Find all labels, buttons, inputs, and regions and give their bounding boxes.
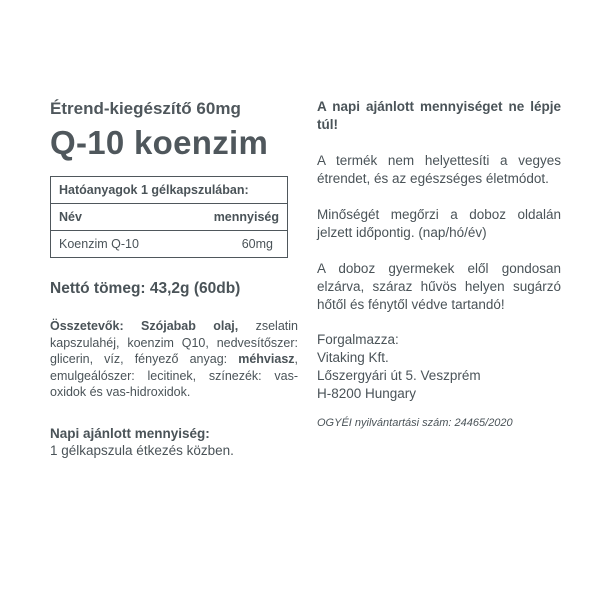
expiry-note: Minőségét megőrzi a doboz oldalán jelzett időpontig. (nap/hó/év) bbox=[317, 207, 561, 240]
distributor-label: Forgalmazza: bbox=[317, 332, 399, 347]
composition-beeswax: méhviasz bbox=[238, 352, 295, 366]
daily-dose-value: 1 gélkapszula étkezés közben. bbox=[50, 442, 234, 458]
net-weight: Nettó tömeg: 43,2g (60db) bbox=[50, 280, 241, 297]
storage-note: A doboz gyermekek elől gondosan elzárva, száraz hűvös helyen sugárzó hőtől és fénytől védve tartandó! bbox=[317, 261, 561, 312]
composition-allergen-soy: Szójabab olaj, bbox=[141, 319, 239, 333]
ingredient-name: Koenzim Q-10 bbox=[59, 237, 139, 251]
composition-text bbox=[50, 318, 298, 401]
ingredients-table-header-row bbox=[51, 204, 287, 231]
distributor-block bbox=[317, 331, 561, 403]
column-header-name: Név bbox=[59, 210, 82, 224]
diet-note: A termék nem helyettesíti a vegyes étrendet, és az egészséges életmódot. bbox=[317, 153, 561, 186]
ingredient-amount: 60mg bbox=[241, 237, 273, 251]
table-row bbox=[51, 231, 287, 257]
product-title: Q-10 koenzim bbox=[50, 124, 269, 161]
ingredients-table bbox=[50, 176, 288, 258]
distributor-name: Vitaking Kft. bbox=[317, 350, 389, 365]
registration-number: OGYÉI nyilvántartási szám: 24465/2020 bbox=[317, 417, 513, 429]
distributor-postcode: H-8200 Hungary bbox=[317, 386, 417, 401]
dose-warning: A napi ajánlott mennyiséget ne lépje túl! bbox=[317, 99, 561, 132]
right-column bbox=[317, 98, 561, 430]
product-subtitle: Étrend-kiegészítő 60mg bbox=[50, 99, 241, 118]
distributor-street: Lőszergyári út 5. Veszprém bbox=[317, 368, 481, 383]
ingredients-table-heading: Hatóanyagok 1 gélkapszulában: bbox=[51, 177, 287, 204]
composition-label: Összetevők: bbox=[50, 319, 124, 333]
left-column bbox=[50, 98, 298, 459]
composition-part: zselatin kapszulahéj, koenzim Q10, nedvesítőszer: glicerin, víz, fényező anyag: bbox=[50, 319, 298, 366]
composition-part-end: , emulgeálószer: lecitinek, színezék: vas-oxidok és vas-hidroxidok. bbox=[50, 352, 298, 399]
column-header-amount: mennyiség bbox=[213, 210, 279, 224]
daily-dose-label: Napi ajánlott mennyiség: bbox=[50, 425, 210, 441]
